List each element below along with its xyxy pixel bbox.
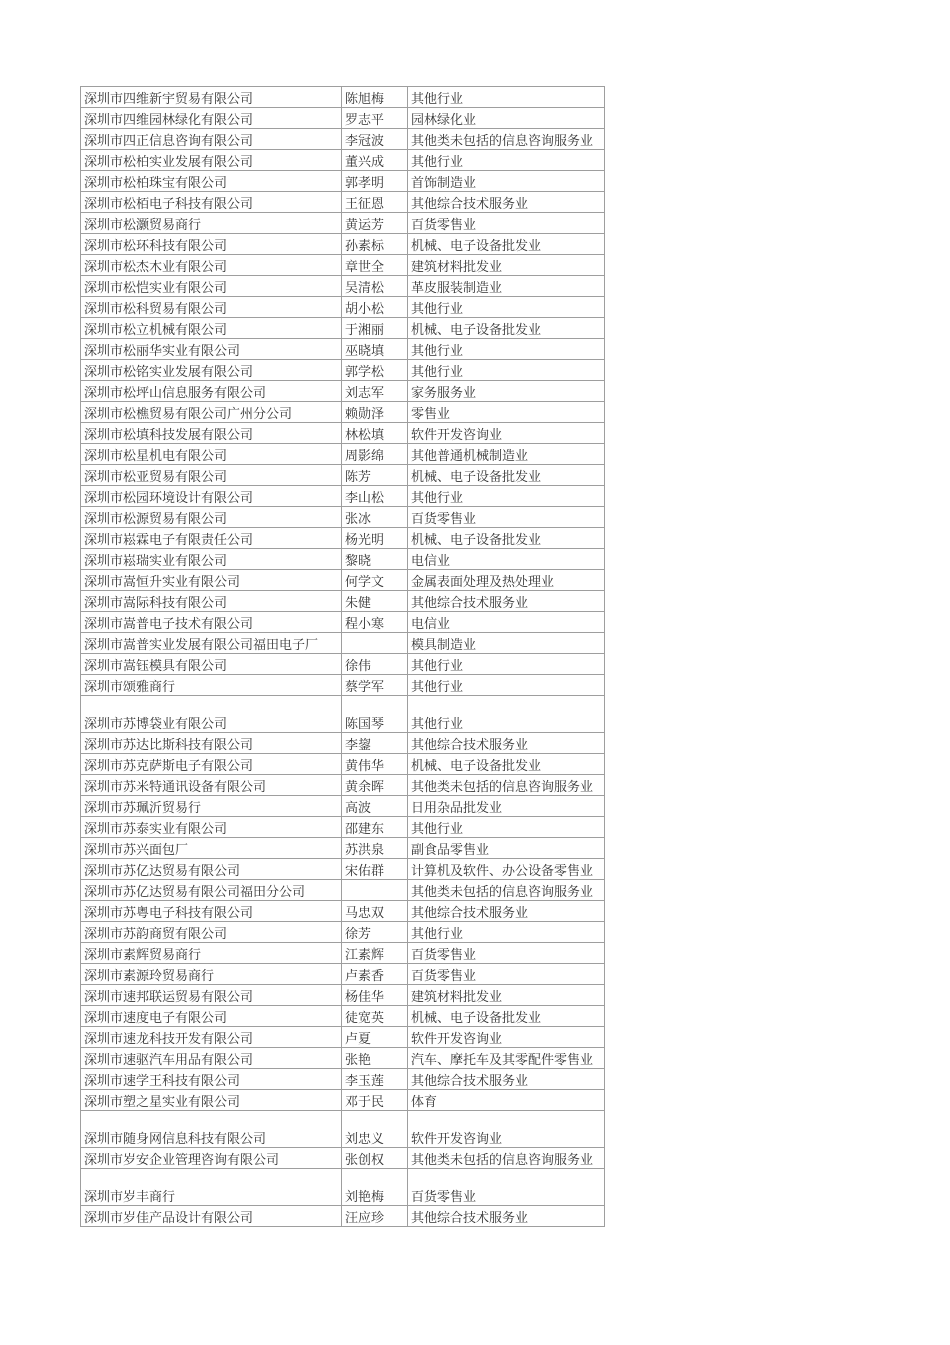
company-name-cell: 深圳市崧霖电子有限责任公司 [81, 528, 342, 549]
industry-cell: 其他行业 [408, 817, 605, 838]
table-row [81, 817, 605, 838]
company-name-cell: 深圳市苏达比斯科技有限公司 [81, 733, 342, 754]
legal-rep-cell: 李鋆 [342, 733, 408, 754]
industry-cell: 软件开发咨询业 [408, 423, 605, 444]
company-name-cell: 深圳市嵩恒升实业有限公司 [81, 570, 342, 591]
table-row [81, 1206, 605, 1227]
legal-rep-cell: 江素辉 [342, 943, 408, 964]
legal-rep-cell: 董兴成 [342, 150, 408, 171]
industry-cell: 建筑材料批发业 [408, 985, 605, 1006]
table-row [81, 570, 605, 591]
table-row [81, 465, 605, 486]
industry-cell: 软件开发咨询业 [408, 1027, 605, 1048]
industry-cell: 其他类未包括的信息咨询服务业 [408, 1148, 605, 1169]
company-name-cell: 深圳市松填科技发展有限公司 [81, 423, 342, 444]
table-row [81, 423, 605, 444]
legal-rep-cell: 刘志军 [342, 381, 408, 402]
company-name-cell: 深圳市松源贸易有限公司 [81, 507, 342, 528]
legal-rep-cell: 陈旭梅 [342, 87, 408, 108]
table-row [81, 1111, 605, 1148]
table-row [81, 633, 605, 654]
industry-cell: 副食品零售业 [408, 838, 605, 859]
industry-cell: 机械、电子设备批发业 [408, 234, 605, 255]
company-name-cell: 深圳市苏亿达贸易有限公司 [81, 859, 342, 880]
table-row [81, 1148, 605, 1169]
company-name-cell: 深圳市四维园林绿化有限公司 [81, 108, 342, 129]
legal-rep-cell: 杨光明 [342, 528, 408, 549]
company-table-body [81, 87, 605, 1227]
table-row [81, 1048, 605, 1069]
company-name-cell: 深圳市四正信息咨询有限公司 [81, 129, 342, 150]
legal-rep-cell: 邵建东 [342, 817, 408, 838]
legal-rep-cell: 苏洪泉 [342, 838, 408, 859]
company-name-cell: 深圳市松环科技有限公司 [81, 234, 342, 255]
company-name-cell: 深圳市速龙科技开发有限公司 [81, 1027, 342, 1048]
industry-cell: 机械、电子设备批发业 [408, 465, 605, 486]
industry-cell: 百货零售业 [408, 507, 605, 528]
table-row [81, 150, 605, 171]
company-name-cell: 深圳市苏粤电子科技有限公司 [81, 901, 342, 922]
company-name-cell: 深圳市素源玲贸易商行 [81, 964, 342, 985]
table-row [81, 234, 605, 255]
legal-rep-cell: 黄伟华 [342, 754, 408, 775]
industry-cell: 其他综合技术服务业 [408, 1206, 605, 1227]
table-row [81, 1006, 605, 1027]
table-row [81, 838, 605, 859]
legal-rep-cell: 郭学松 [342, 360, 408, 381]
company-name-cell: 深圳市速度电子有限公司 [81, 1006, 342, 1027]
industry-cell: 其他行业 [408, 486, 605, 507]
company-name-cell: 深圳市嵩普电子技术有限公司 [81, 612, 342, 633]
legal-rep-cell: 朱健 [342, 591, 408, 612]
company-name-cell: 深圳市嵩际科技有限公司 [81, 591, 342, 612]
table-row [81, 192, 605, 213]
industry-cell: 其他行业 [408, 150, 605, 171]
industry-cell: 百货零售业 [408, 964, 605, 985]
legal-rep-cell: 胡小松 [342, 297, 408, 318]
table-row [81, 129, 605, 150]
legal-rep-cell: 陈芳 [342, 465, 408, 486]
industry-cell: 其他行业 [408, 922, 605, 943]
legal-rep-cell: 罗志平 [342, 108, 408, 129]
company-name-cell: 深圳市松坪山信息服务有限公司 [81, 381, 342, 402]
legal-rep-cell: 蔡学军 [342, 675, 408, 696]
company-name-cell: 深圳市苏亿达贸易有限公司福田分公司 [81, 880, 342, 901]
industry-cell: 百货零售业 [408, 1169, 605, 1206]
company-name-cell: 深圳市松栢电子科技有限公司 [81, 192, 342, 213]
company-name-cell: 深圳市苏韵商贸有限公司 [81, 922, 342, 943]
legal-rep-cell: 卢素香 [342, 964, 408, 985]
industry-cell: 软件开发咨询业 [408, 1111, 605, 1148]
table-row [81, 922, 605, 943]
company-name-cell: 深圳市崧瑞实业有限公司 [81, 549, 342, 570]
company-name-cell: 深圳市苏博袋业有限公司 [81, 696, 342, 733]
legal-rep-cell [342, 633, 408, 654]
industry-cell: 其他综合技术服务业 [408, 192, 605, 213]
company-name-cell: 深圳市岁佳产品设计有限公司 [81, 1206, 342, 1227]
table-row [81, 1169, 605, 1206]
industry-cell: 体育 [408, 1090, 605, 1111]
legal-rep-cell: 徐芳 [342, 922, 408, 943]
table-row [81, 87, 605, 108]
company-name-cell: 深圳市松科贸易有限公司 [81, 297, 342, 318]
table-row [81, 276, 605, 297]
industry-cell: 其他类未包括的信息咨询服务业 [408, 880, 605, 901]
company-table [80, 86, 605, 1227]
legal-rep-cell: 张艳 [342, 1048, 408, 1069]
legal-rep-cell: 周影绵 [342, 444, 408, 465]
legal-rep-cell: 于湘丽 [342, 318, 408, 339]
legal-rep-cell: 徐伟 [342, 654, 408, 675]
industry-cell: 其他行业 [408, 339, 605, 360]
legal-rep-cell: 林松填 [342, 423, 408, 444]
legal-rep-cell: 黄运芳 [342, 213, 408, 234]
legal-rep-cell: 邓于民 [342, 1090, 408, 1111]
industry-cell: 其他普通机械制造业 [408, 444, 605, 465]
industry-cell: 百货零售业 [408, 943, 605, 964]
industry-cell: 百货零售业 [408, 213, 605, 234]
company-name-cell: 深圳市素辉贸易商行 [81, 943, 342, 964]
legal-rep-cell: 刘忠义 [342, 1111, 408, 1148]
legal-rep-cell: 张创权 [342, 1148, 408, 1169]
industry-cell: 其他类未包括的信息咨询服务业 [408, 775, 605, 796]
industry-cell: 其他综合技术服务业 [408, 901, 605, 922]
company-name-cell: 深圳市松园环境设计有限公司 [81, 486, 342, 507]
table-row [81, 255, 605, 276]
industry-cell: 其他行业 [408, 654, 605, 675]
industry-cell: 机械、电子设备批发业 [408, 318, 605, 339]
table-row [81, 754, 605, 775]
industry-cell: 其他综合技术服务业 [408, 733, 605, 754]
legal-rep-cell: 章世全 [342, 255, 408, 276]
company-name-cell: 深圳市松灏贸易商行 [81, 213, 342, 234]
legal-rep-cell: 汪应珍 [342, 1206, 408, 1227]
industry-cell: 电信业 [408, 549, 605, 570]
company-name-cell: 深圳市松恺实业有限公司 [81, 276, 342, 297]
table-row [81, 943, 605, 964]
legal-rep-cell: 徒宽英 [342, 1006, 408, 1027]
company-name-cell: 深圳市速学王科技有限公司 [81, 1069, 342, 1090]
company-name-cell: 深圳市松杰木业有限公司 [81, 255, 342, 276]
table-row [81, 444, 605, 465]
table-row [81, 213, 605, 234]
industry-cell: 其他综合技术服务业 [408, 1069, 605, 1090]
industry-cell: 园林绿化业 [408, 108, 605, 129]
table-row [81, 360, 605, 381]
legal-rep-cell: 何学文 [342, 570, 408, 591]
industry-cell: 其他类未包括的信息咨询服务业 [408, 129, 605, 150]
table-row [81, 549, 605, 570]
legal-rep-cell: 巫晓填 [342, 339, 408, 360]
table-row [81, 381, 605, 402]
legal-rep-cell: 刘艳梅 [342, 1169, 408, 1206]
industry-cell: 电信业 [408, 612, 605, 633]
company-name-cell: 深圳市塑之星实业有限公司 [81, 1090, 342, 1111]
table-row [81, 1090, 605, 1111]
company-name-cell: 深圳市岁丰商行 [81, 1169, 342, 1206]
industry-cell: 其他行业 [408, 297, 605, 318]
table-row [81, 402, 605, 423]
industry-cell: 金属表面处理及热处理业 [408, 570, 605, 591]
table-row [81, 318, 605, 339]
table-row [81, 612, 605, 633]
table-row [81, 696, 605, 733]
company-name-cell: 深圳市松柏实业发展有限公司 [81, 150, 342, 171]
table-row [81, 486, 605, 507]
legal-rep-cell: 王征恩 [342, 192, 408, 213]
company-name-cell: 深圳市苏米特通讯设备有限公司 [81, 775, 342, 796]
table-row [81, 985, 605, 1006]
table-row [81, 339, 605, 360]
company-name-cell: 深圳市岁安企业管理咨询有限公司 [81, 1148, 342, 1169]
company-name-cell: 深圳市嵩钰模具有限公司 [81, 654, 342, 675]
legal-rep-cell: 马忠双 [342, 901, 408, 922]
industry-cell: 首饰制造业 [408, 171, 605, 192]
industry-cell: 计算机及软件、办公设备零售业 [408, 859, 605, 880]
legal-rep-cell: 黄余晖 [342, 775, 408, 796]
company-name-cell: 深圳市松铭实业发展有限公司 [81, 360, 342, 381]
table-row [81, 297, 605, 318]
table-row [81, 964, 605, 985]
legal-rep-cell: 孙素标 [342, 234, 408, 255]
table-row [81, 108, 605, 129]
company-name-cell: 深圳市四维新宇贸易有限公司 [81, 87, 342, 108]
legal-rep-cell: 杨佳华 [342, 985, 408, 1006]
industry-cell: 其他行业 [408, 696, 605, 733]
company-name-cell: 深圳市苏珮沂贸易行 [81, 796, 342, 817]
table-row [81, 171, 605, 192]
industry-cell: 建筑材料批发业 [408, 255, 605, 276]
company-name-cell: 深圳市嵩普实业发展有限公司福田电子厂 [81, 633, 342, 654]
legal-rep-cell: 李玉莲 [342, 1069, 408, 1090]
industry-cell: 零售业 [408, 402, 605, 423]
industry-cell: 其他行业 [408, 675, 605, 696]
legal-rep-cell: 李山松 [342, 486, 408, 507]
legal-rep-cell [342, 880, 408, 901]
company-name-cell: 深圳市松星机电有限公司 [81, 444, 342, 465]
company-name-cell: 深圳市苏克萨斯电子有限公司 [81, 754, 342, 775]
industry-cell: 其他综合技术服务业 [408, 591, 605, 612]
legal-rep-cell: 吴清松 [342, 276, 408, 297]
table-row [81, 1027, 605, 1048]
legal-rep-cell: 郭孝明 [342, 171, 408, 192]
table-row [81, 796, 605, 817]
industry-cell: 汽车、摩托车及其零配件零售业 [408, 1048, 605, 1069]
table-row [81, 507, 605, 528]
table-row [81, 733, 605, 754]
table-row [81, 859, 605, 880]
industry-cell: 机械、电子设备批发业 [408, 754, 605, 775]
table-row [81, 1069, 605, 1090]
industry-cell: 其他行业 [408, 360, 605, 381]
table-row [81, 880, 605, 901]
company-name-cell: 深圳市速驱汽车用品有限公司 [81, 1048, 342, 1069]
industry-cell: 日用杂品批发业 [408, 796, 605, 817]
company-name-cell: 深圳市松亚贸易有限公司 [81, 465, 342, 486]
legal-rep-cell: 陈国琴 [342, 696, 408, 733]
industry-cell: 机械、电子设备批发业 [408, 528, 605, 549]
company-name-cell: 深圳市苏兴面包厂 [81, 838, 342, 859]
company-name-cell: 深圳市颂雅商行 [81, 675, 342, 696]
company-name-cell: 深圳市苏泰实业有限公司 [81, 817, 342, 838]
industry-cell: 家务服务业 [408, 381, 605, 402]
company-name-cell: 深圳市速邦联运贸易有限公司 [81, 985, 342, 1006]
company-name-cell: 深圳市随身网信息科技有限公司 [81, 1111, 342, 1148]
table-row [81, 675, 605, 696]
industry-cell: 机械、电子设备批发业 [408, 1006, 605, 1027]
legal-rep-cell: 宋佑群 [342, 859, 408, 880]
table-row [81, 901, 605, 922]
legal-rep-cell: 张冰 [342, 507, 408, 528]
company-name-cell: 深圳市松丽华实业有限公司 [81, 339, 342, 360]
legal-rep-cell: 赖勋泽 [342, 402, 408, 423]
industry-cell: 革皮服装制造业 [408, 276, 605, 297]
company-name-cell: 深圳市松樵贸易有限公司广州分公司 [81, 402, 342, 423]
table-row [81, 654, 605, 675]
table-row [81, 775, 605, 796]
legal-rep-cell: 黎晓 [342, 549, 408, 570]
industry-cell: 模具制造业 [408, 633, 605, 654]
table-row [81, 591, 605, 612]
company-name-cell: 深圳市松柏珠宝有限公司 [81, 171, 342, 192]
legal-rep-cell: 程小寒 [342, 612, 408, 633]
legal-rep-cell: 李冠波 [342, 129, 408, 150]
industry-cell: 其他行业 [408, 87, 605, 108]
legal-rep-cell: 卢夏 [342, 1027, 408, 1048]
table-row [81, 528, 605, 549]
legal-rep-cell: 高波 [342, 796, 408, 817]
company-name-cell: 深圳市松立机械有限公司 [81, 318, 342, 339]
